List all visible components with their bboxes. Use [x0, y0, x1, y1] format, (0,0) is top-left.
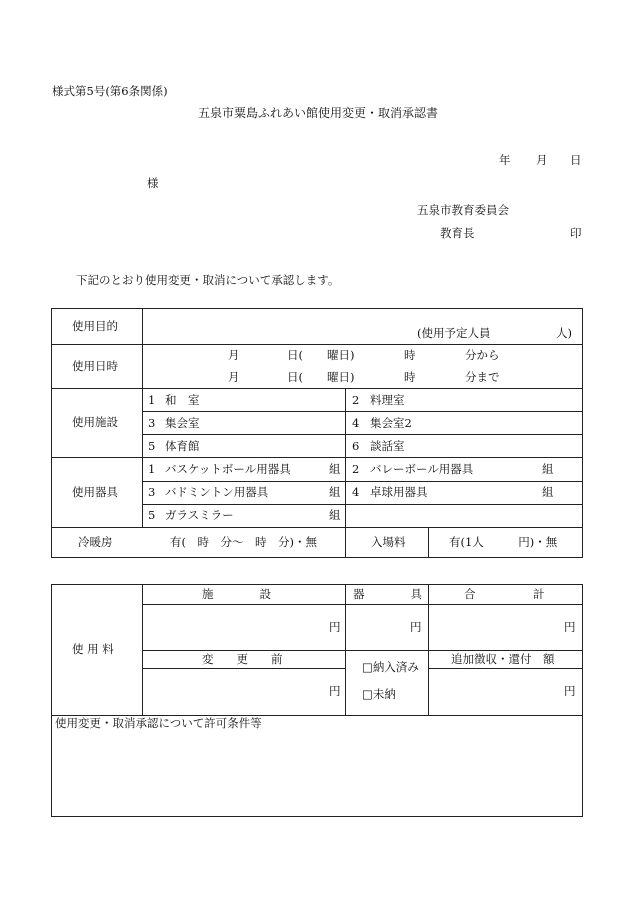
column-total: 合 計: [464, 587, 545, 601]
equipment-name: ガラスミラー: [165, 508, 234, 522]
seal-mark: 印: [570, 226, 582, 240]
intro-text: 下記のとおり使用変更・取消について承認します。: [76, 273, 340, 287]
facility-no: 5: [148, 439, 156, 453]
facility-no: 6: [352, 439, 360, 453]
datetime-hour: 時: [404, 348, 416, 362]
before-change-yen: 円: [329, 684, 341, 698]
additional-label: 追加徴収・還付 額: [451, 652, 555, 666]
issuer-organization: 五泉市教育委員会: [417, 203, 509, 217]
datetime-minute: 分から: [465, 348, 500, 362]
usage-table: [51, 308, 583, 558]
facility-name: 談話室: [370, 439, 405, 453]
total-fee-yen: 円: [564, 620, 576, 634]
equipment-unit: 組: [329, 508, 341, 522]
datetime-day: 日(: [287, 348, 303, 362]
fee-label: 使 用 料: [72, 642, 114, 656]
paid-checkbox[interactable]: □納入済み: [362, 660, 419, 674]
equipment-no: 3: [148, 485, 156, 499]
facility-name: 体育館: [165, 439, 200, 453]
equipment-unit: 組: [542, 462, 554, 476]
equipment-unit: 組: [329, 462, 341, 476]
admission-value: 有(1人 円)・無: [449, 535, 558, 549]
equipment-unit: 組: [329, 485, 341, 499]
equipment-name: 卓球用器具: [370, 485, 428, 499]
aircon-label: 冷暖房: [78, 535, 113, 549]
unpaid-checkbox[interactable]: □未納: [362, 687, 396, 701]
purpose-label: 使用目的: [72, 319, 118, 333]
facility-no: 1: [148, 393, 156, 407]
equipment-name: バレーボール用器具: [370, 462, 474, 476]
purpose-people-close: 人): [556, 326, 572, 340]
datetime-month: 月: [228, 370, 240, 384]
datetime-minute: 分まで: [465, 370, 500, 384]
issuer-title: 教育長: [440, 226, 475, 240]
form-number: 様式第5号(第6条関係): [52, 84, 168, 98]
datetime-weekday: 曜日): [327, 370, 355, 384]
equipment-no: 5: [148, 508, 156, 522]
facility-fee-yen: 円: [329, 620, 341, 634]
document-title: 五泉市粟島ふれあい館使用変更・取消承認書: [198, 106, 439, 120]
equipment-no: 4: [352, 485, 360, 499]
additional-yen: 円: [564, 684, 576, 698]
column-equipment: 器 具: [353, 587, 422, 601]
equipment-no: 2: [352, 462, 360, 476]
date-month: 月: [536, 153, 548, 167]
column-facility: 施 設: [202, 587, 271, 601]
datetime-hour: 時: [404, 370, 416, 384]
addressee-suffix: 様: [147, 176, 159, 190]
facility-no: 4: [352, 416, 360, 430]
admission-label: 入場料: [371, 535, 406, 549]
before-change-label: 変 更 前: [202, 652, 283, 666]
facility-name: 集会室2: [370, 416, 412, 430]
equipment-fee-yen: 円: [410, 620, 422, 634]
facility-no: 3: [148, 416, 156, 430]
facility-name: 和 室: [165, 393, 200, 407]
aircon-value: 有( 時 分〜 時 分)・無: [170, 535, 317, 549]
datetime-month: 月: [228, 348, 240, 362]
equipment-name: バドミントン用器具: [165, 485, 269, 499]
datetime-weekday: 曜日): [327, 348, 355, 362]
datetime-label: 使用日時: [72, 359, 118, 373]
date-day: 日: [570, 153, 582, 167]
conditions-label: 使用変更・取消承認について許可条件等: [55, 716, 262, 730]
facility-name: 集会室: [165, 416, 200, 430]
datetime-day: 日(: [287, 370, 303, 384]
facility-no: 2: [352, 393, 360, 407]
equipment-no: 1: [148, 462, 156, 476]
facilities-label: 使用施設: [72, 415, 118, 429]
fee-table: [51, 584, 583, 817]
equipment-unit: 組: [542, 485, 554, 499]
purpose-people-open: (使用予定人員: [417, 326, 491, 340]
equipment-name: バスケットボール用器具: [165, 462, 291, 476]
facility-name: 料理室: [370, 393, 405, 407]
date-year: 年: [499, 153, 511, 167]
equipment-label: 使用器具: [72, 485, 118, 499]
